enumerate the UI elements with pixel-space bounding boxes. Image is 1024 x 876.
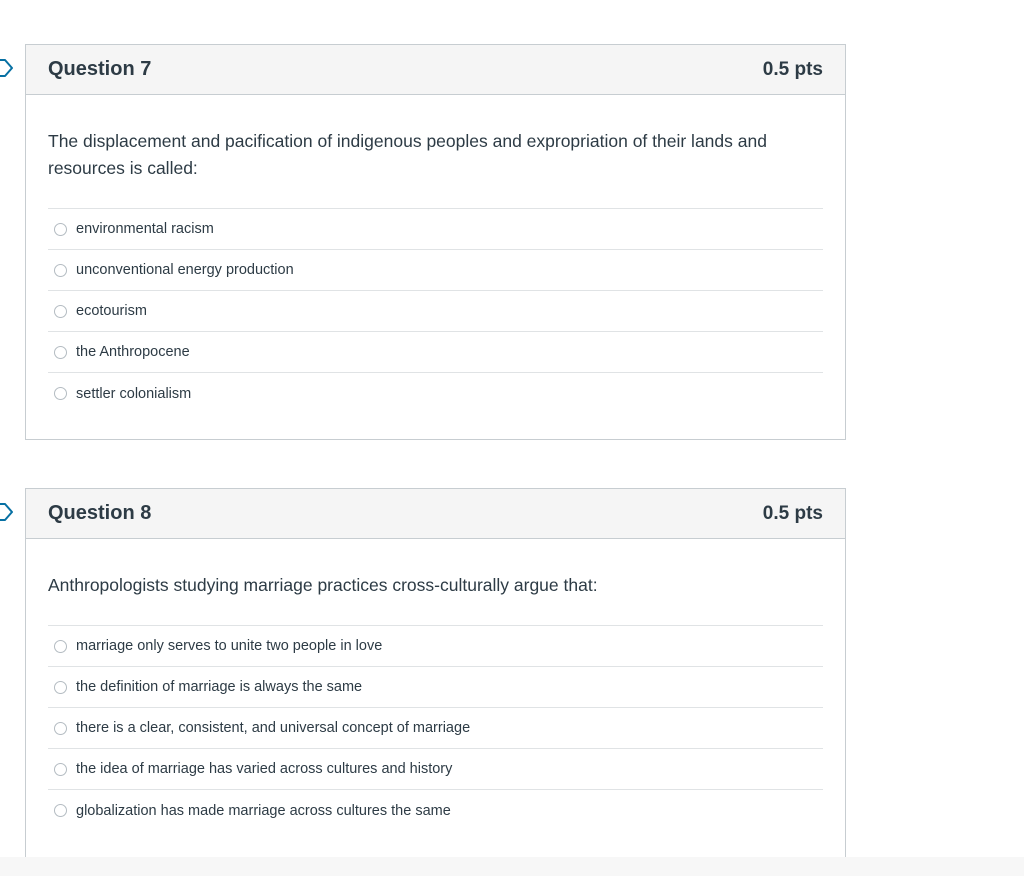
answer-list xyxy=(48,208,823,414)
radio-unselected-icon[interactable] xyxy=(54,804,67,817)
flag-question-icon[interactable] xyxy=(0,503,14,521)
answer-label[interactable]: ecotourism xyxy=(76,303,147,319)
question-body xyxy=(26,539,845,831)
answer-option[interactable] xyxy=(48,667,823,708)
question-title: Question 8 xyxy=(48,502,152,524)
question-body xyxy=(26,95,845,414)
answer-option[interactable] xyxy=(48,332,823,373)
radio-unselected-icon[interactable] xyxy=(54,681,67,694)
radio-unselected-icon[interactable] xyxy=(54,305,67,318)
answer-label[interactable]: environmental racism xyxy=(76,221,214,237)
question-8 xyxy=(25,488,846,858)
question-text: The displacement and pacification of indigenous peoples and expropriation of their lands and resources is called: xyxy=(48,131,767,178)
answer-label[interactable]: unconventional energy production xyxy=(76,262,294,278)
radio-unselected-icon[interactable] xyxy=(54,722,67,735)
answer-label[interactable]: marriage only serves to unite two people in love xyxy=(76,638,383,654)
answer-option[interactable] xyxy=(48,209,823,250)
answer-option[interactable] xyxy=(48,749,823,790)
flag-question-icon[interactable] xyxy=(0,59,14,77)
answer-label[interactable]: the Anthropocene xyxy=(76,344,190,360)
radio-unselected-icon[interactable] xyxy=(54,387,67,400)
answer-label[interactable]: there is a clear, consistent, and universal concept of marriage xyxy=(76,720,471,736)
radio-unselected-icon[interactable] xyxy=(54,346,67,359)
page-footer-strip xyxy=(0,857,1024,876)
answer-option[interactable] xyxy=(48,373,823,414)
answer-list xyxy=(48,625,823,831)
answer-option[interactable] xyxy=(48,291,823,332)
radio-unselected-icon[interactable] xyxy=(54,763,67,776)
radio-unselected-icon[interactable] xyxy=(54,640,67,653)
question-points: 0.5 pts xyxy=(762,58,823,80)
radio-unselected-icon[interactable] xyxy=(54,223,67,236)
question-text: Anthropologists studying marriage practices cross-culturally argue that: xyxy=(48,575,598,595)
answer-label[interactable]: the definition of marriage is always the same xyxy=(76,679,363,695)
answer-option[interactable] xyxy=(48,790,823,831)
question-title: Question 7 xyxy=(48,58,152,80)
question-points: 0.5 pts xyxy=(762,502,823,524)
answer-option[interactable] xyxy=(48,626,823,667)
question-7 xyxy=(25,44,846,440)
question-header xyxy=(26,45,845,95)
answer-label[interactable]: globalization has made marriage across cultures the same xyxy=(76,802,451,819)
question-header xyxy=(26,489,845,539)
answer-label[interactable]: settler colonialism xyxy=(76,385,192,402)
answer-label[interactable]: the idea of marriage has varied across cultures and history xyxy=(76,761,453,777)
answer-option[interactable] xyxy=(48,250,823,291)
radio-unselected-icon[interactable] xyxy=(54,264,67,277)
answer-option[interactable] xyxy=(48,708,823,749)
